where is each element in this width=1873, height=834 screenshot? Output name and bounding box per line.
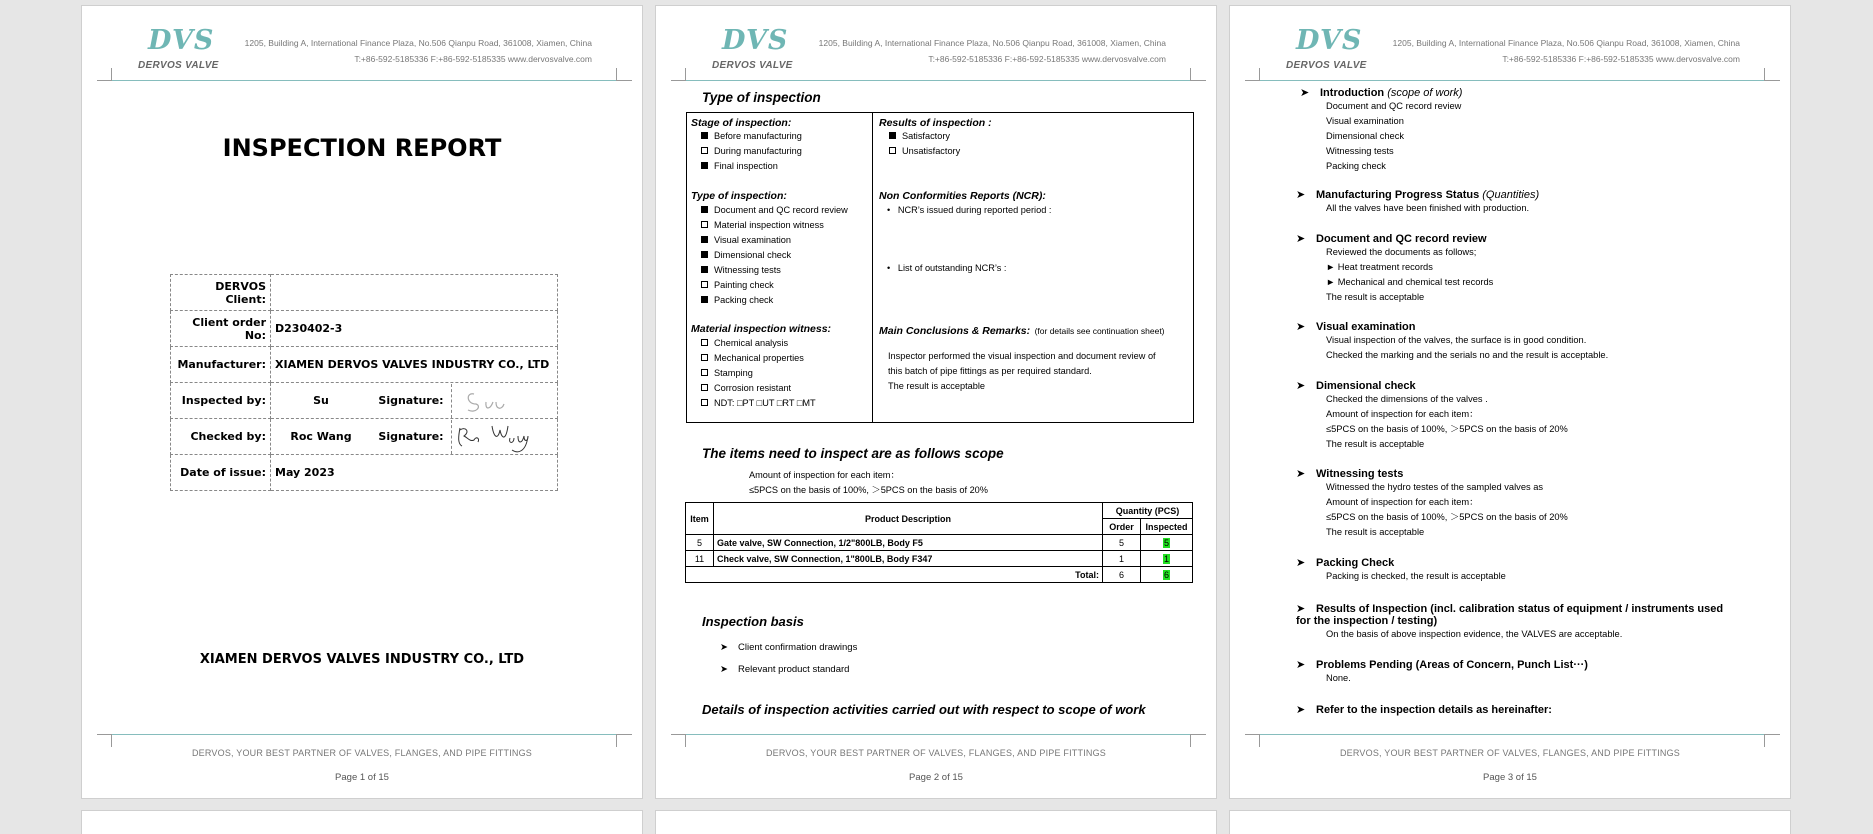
table-row: 11 Check valve, SW Connection, 1"800LB, Body F347 1 1 (686, 551, 1193, 567)
manufacturer: XIAMEN DERVOS VALVES INDUSTRY CO., LTD (271, 347, 558, 383)
checkbox-stage-0: Before manufacturing (701, 131, 802, 141)
checkbox-material-2: Stamping (701, 368, 753, 378)
checkbox-type-4: Witnessing tests (701, 265, 781, 275)
page-number: Page 2 of 15 (909, 772, 963, 783)
problems-section: ➤ Problems Pending (Areas of Concern, Punch List···) None. (1296, 659, 1588, 683)
table-total-row: Total: 6 6 (686, 567, 1193, 583)
basis-item: ➤ Client confirmation drawings (720, 642, 858, 653)
page-4-partial (81, 810, 643, 834)
refer-section: ➤ Refer to the inspection details as hereinafter: (1296, 704, 1552, 716)
basis-item: ➤ Relevant product standard (720, 664, 850, 675)
order-number: D230402-3 (271, 311, 558, 347)
witnessing-section: ➤ Witnessing tests Witnessed the hydro testes of the sampled valves as Amount of inspection for each item： ≤5PCS on the basis of 100%, ＞5PCS on the basis of 20% The result is acceptable (1296, 468, 1568, 537)
details-heading: Details of inspection activities carried out with respect to scope of work (702, 702, 1146, 717)
header-address: 1205, Building A, International Finance Plaza, No.506 Qianpu Road, 361008, Xiamen, China T:+86-592-5185336 F:+86-592-5185335 www.dervosvalve.com (818, 38, 1166, 64)
report-info-table: DERVOS Client: Client order No: D230402-3 Manufacturer: XIAMEN DERVOS VALVES INDUSTRY CO., LTD Inspected by: Su Signature: Checked by: Roc Wang Signature: Date of issue: May 2023 (170, 274, 558, 491)
basis-heading: Inspection basis (702, 614, 804, 629)
checkbox-material-1: Mechanical properties (701, 353, 804, 363)
doc-review-section: ➤ Document and QC record review Reviewed the documents as follows; ► Heat treatment records ► Mechanical and chemical test records The result is acceptable (1296, 233, 1494, 302)
dimensional-section: ➤ Dimensional check Checked the dimensions of the valves . Amount of inspection for each item： ≤5PCS on the basis of 100%, ＞5PCS on the basis of 20% The result is acceptable (1296, 380, 1568, 449)
report-title: INSPECTION REPORT (222, 134, 502, 162)
items-heading: The items need to inspect are as follows scope (702, 446, 1004, 461)
checkbox-result-1: Unsatisfactory (889, 146, 960, 156)
header-address: 1205, Building A, International Finance Plaza, No.506 Qianpu Road, 361008, Xiamen, China T:+86-592-5185336 F:+86-592-5185335 www.dervosvalve.com (244, 38, 592, 64)
page-number: Page 3 of 15 (1483, 772, 1537, 783)
checkbox-type-0: Document and QC record review (701, 205, 848, 215)
results-section: ➤ Results of Inspection (incl. calibration status of equipment / instruments used for the inspection / testing) On the basis of above inspection evidence, the VALVES are acceptable. (1296, 603, 1724, 639)
checkbox-material-3: Corrosion resistant (701, 383, 791, 393)
issue-date: May 2023 (271, 455, 558, 491)
checkbox-type-2: Visual examination (701, 235, 791, 245)
type-of-inspection-heading: Type of inspection (702, 90, 821, 105)
checkbox-type-5: Painting check (701, 280, 774, 290)
page-5-partial (655, 810, 1217, 834)
inspector-name: Su (313, 394, 329, 407)
items-table: Item Product Description Quantity (PCS) Order Inspected 5 Gate valve, SW Connection, 1/2"800LB, Body F5 5 5 11 Check valve, SW Connection, 1"800LB, Body F347 1 1 Total: 6 6 (685, 502, 1193, 583)
table-row: 5 Gate valve, SW Connection, 1/2"800LB, Body F5 5 5 (686, 535, 1193, 551)
company-name: XIAMEN DERVOS VALVES INDUSTRY CO., LTD (199, 652, 525, 667)
footer-slogan: DERVOS, YOUR BEST PARTNER OF VALVES, FLANGES, AND PIPE FITTINGS (1339, 748, 1680, 758)
page-3 (1229, 5, 1791, 799)
dervos-logo: DVS DERVOS VALVE (138, 25, 219, 71)
inspection-summary-box: Stage of inspection: Before manufacturing During manufacturing Final inspection Type of inspection: Document and QC record review Material inspection witness Visual examination Dimensional check Witnessing tests Painting check Packing check Material inspection witness: Chemical analysis Mechanical properties Stamping Corrosion resistant NDT: □PT □UT □RT □MT Results of inspection : Satisfactory Unsatisfactory Non Conformities Reports (NCR): • NCR’s issued during reported period : • List of outstanding NCR’s : Main Conclusions & Remarks: (for details see continuation sheet) Inspector performed the visual inspection and document review of this batch of pipe fittings as per required standard. The result is acceptable (686, 112, 1194, 423)
checkbox-type-3: Dimensional check (701, 250, 791, 260)
footer-slogan: DERVOS, YOUR BEST PARTNER OF VALVES, FLANGES, AND PIPE FITTINGS (191, 748, 532, 758)
page-number: Page 1 of 15 (335, 772, 389, 783)
checkbox-result-0: Satisfactory (889, 131, 950, 141)
checkbox-type-6: Packing check (701, 295, 773, 305)
intro-section: ➤ Introduction (scope of work) Document and QC record review Visual examination Dimensional check Witnessing tests Packing check (1300, 87, 1463, 171)
page-1 (81, 5, 643, 799)
checkbox-stage-2: Final inspection (701, 161, 778, 171)
header-address: 1205, Building A, International Finance Plaza, No.506 Qianpu Road, 361008, Xiamen, China T:+86-592-5185336 F:+86-592-5185335 www.dervosvalve.com (1392, 38, 1740, 64)
dervos-logo: DVS DERVOS VALVE (712, 25, 793, 71)
checkbox-material-0: Chemical analysis (701, 338, 788, 348)
page-6-partial (1229, 810, 1791, 834)
dervos-logo: DVS DERVOS VALVE (1286, 25, 1367, 71)
conclusions-text: Inspector performed the visual inspection and document review of this batch of pipe fittings as per required standard. The result is acceptable (888, 351, 1156, 391)
checkbox-type-1: Material inspection witness (701, 220, 824, 230)
inspector-signature (451, 384, 557, 418)
progress-section: ➤ Manufacturing Progress Status (Quantities) All the valves have been finished with production. (1296, 189, 1540, 213)
packing-section: ➤ Packing Check Packing is checked, the result is acceptable (1296, 557, 1506, 581)
footer-slogan: DERVOS, YOUR BEST PARTNER OF VALVES, FLANGES, AND PIPE FITTINGS (765, 748, 1106, 758)
checkbox-material-4: NDT: □PT □UT □RT □MT (701, 398, 816, 408)
visual-section: ➤ Visual examination Visual inspection of the valves, the surface is in good condition. Checked the marking and the serials no and the result is acceptable. (1296, 321, 1609, 360)
checker-name: Roc Wang (290, 430, 352, 443)
page-2: DVS DERVOS VALVE 1205, Building A, International Finance Plaza, No.506 Qianpu Road, 361008, Xiamen, China T:+86-592-5185336 F:+86-592-5185335 www.dervosvalve.com Type of inspection Stage of inspection: Before manufacturing During manufacturing Final inspection Type of inspection: Document and QC record review Material inspection witness Visual examination Dimensional check Witnessing tests Painting check Packing check Material inspection witness: Chemical analysis Mechanical properties Stamping Corrosion resistant NDT: □PT □UT □RT □MT Results of inspection : Satisfactory Unsatisfactory Non Conformities Reports (NCR): • NCR’s issued during reported period : • List of outstanding NCR’s : Main Conclusions & Remarks: (for details see continuation sheet) Inspector performed the visual inspection and document review of this batch of pipe fittings as per required standard. The result is acceptable The items need to inspect are as follows scope Amount of inspection for each item： ≤5PCS on the basis of 100%, ＞5PCS on the basis of 20% Item Product Description Quantity (PCS) Order Inspected 5 Gate valve, SW Connection, 1/2"800LB, Body F5 5 5 11 Check valve, SW Connection, 1"800LB, Body F347 1 1 Total: 6 6 Inspection basis ➤ Client confirmation drawings ➤ Relevant product standard Details of inspection activities carried out with respect to scope of work DERVOS, YOUR BEST PARTNER OF VALVES, FLANGES, AND PIPE FITTINGS Page 2 of 15 (655, 5, 1217, 799)
checker-signature (451, 420, 557, 454)
checkbox-stage-1: During manufacturing (701, 146, 802, 156)
